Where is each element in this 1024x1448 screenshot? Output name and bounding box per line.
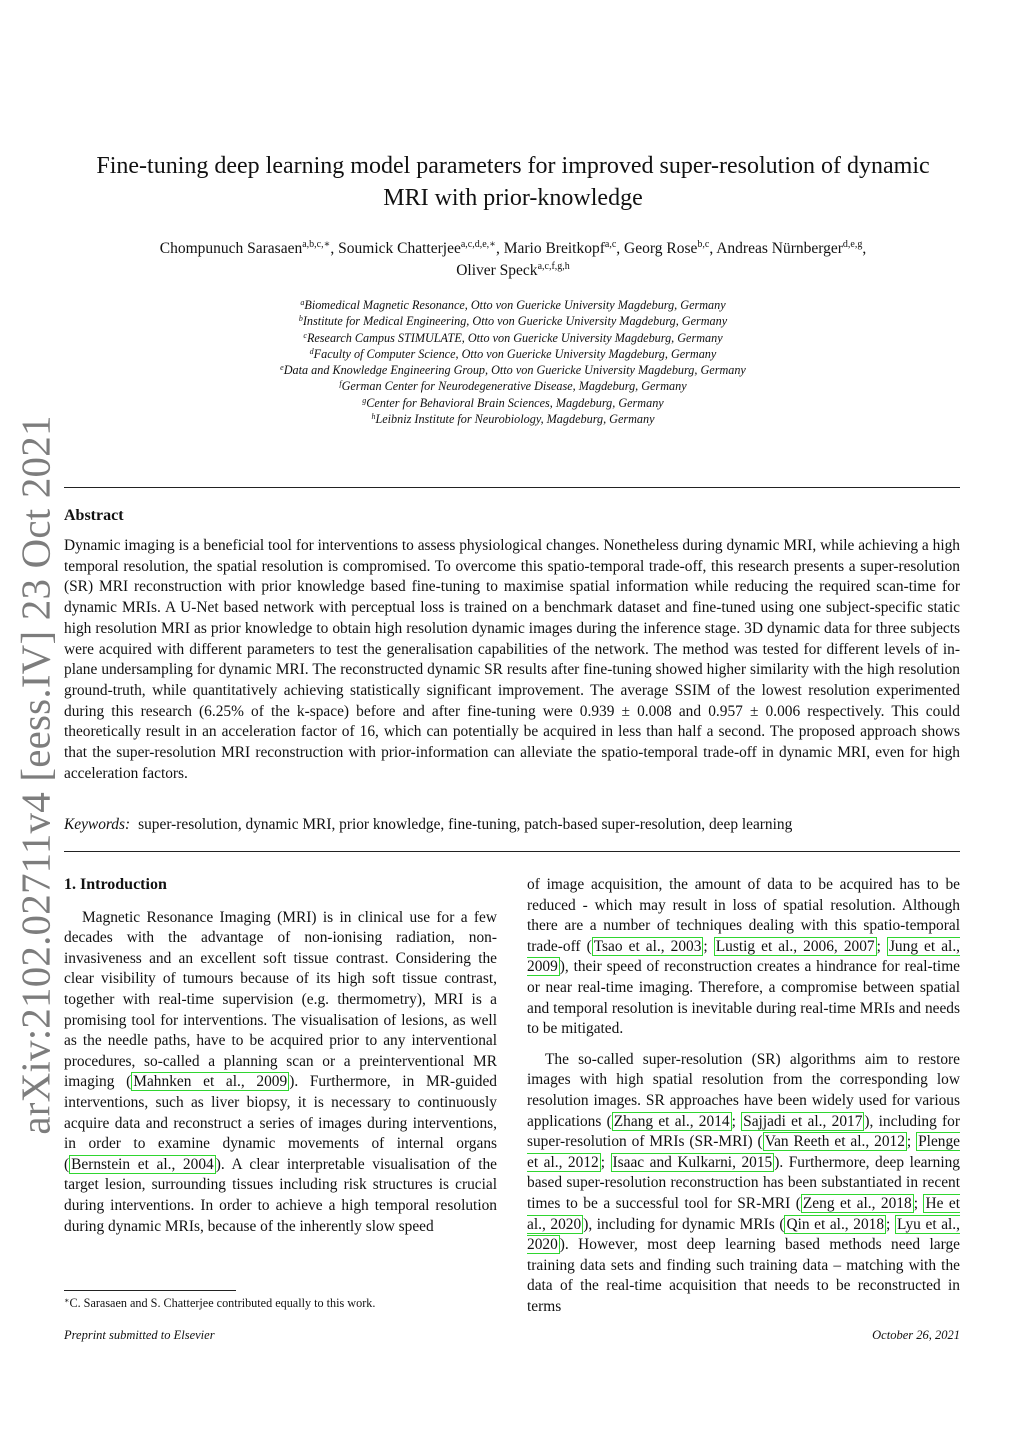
author-name: Andreas Nürnberger bbox=[716, 240, 843, 257]
affiliation-item: $^a$Biomedical Magnetic Resonance, Otto von Guericke University Magdeburg, Germany bbox=[300, 298, 726, 312]
citation-link[interactable]: Lustig et al., 2006, 2007 bbox=[715, 937, 875, 955]
citation-link[interactable]: Qin et al., 2018 bbox=[786, 1215, 885, 1233]
author-list: Chompunuch Sarasaen$^{a,b,c,∗}$, Soumick Chatterjee$^{a,c,d,e,∗}$, Mario Breitkopf$^{a,c}$, Georg Rose$^{b,c}$, Andreas Nürnberger$^{d,e,g}$, Oliver Speck$^{a,c,f,g,h}$ bbox=[159, 239, 867, 279]
keywords-label: Keywords: bbox=[64, 816, 131, 833]
author-name: Georg Rose bbox=[624, 240, 698, 257]
citation-link[interactable]: Isaac and Kulkarni, 2015 bbox=[612, 1153, 773, 1171]
affiliation-item: $^e$Data and Knowledge Engineering Group, Otto von Guericke University Magdeburg, Germany bbox=[280, 363, 746, 378]
affiliation-item: $^f$German Center for Neurodegenerative Disease, Magdeburg, Germany bbox=[339, 379, 687, 394]
citation-link[interactable]: He et al., 2020 bbox=[527, 1194, 961, 1233]
footnote-text: C. Sarasaen and S. Chatterjee contributed equally to this work. bbox=[69, 1296, 376, 1310]
footnote-rule bbox=[64, 1290, 236, 1291]
paper-title-line-1: Fine-tuning deep learning model parameters for improved super-resolution of dynamic bbox=[96, 153, 930, 179]
citation-link[interactable]: Sajjadi et al., 2017 bbox=[743, 1112, 863, 1130]
citation-link[interactable]: Van Reeth et al., 2012 bbox=[764, 1133, 905, 1151]
arxiv-identifier-text: arXiv:2102.02711v4 [eess.IV] 23 Oct 2021 bbox=[13, 415, 60, 1135]
affiliation-item: $^d$Faculty of Computer Science, Otto von Guericke University Magdeburg, Germany bbox=[309, 346, 717, 361]
arxiv-identifier-stamp bbox=[0, 415, 72, 1135]
footnote bbox=[64, 1296, 375, 1311]
abstract-heading: Abstract bbox=[64, 507, 124, 524]
abstract-bottom-rule bbox=[64, 851, 960, 852]
author-affiliation-marks: a,c,d,e,∗ bbox=[460, 239, 496, 250]
citation-link[interactable]: Lyu et al., 2020 bbox=[527, 1215, 960, 1254]
intro-paragraph-1: Magnetic Resonance Imaging (MRI) is in clinical use for a few decades with the advantage of non-ionising radiation, non-invasiveness and an excellent soft tissue contrast. Considering the clear visibility of tumours because of its high soft tissue contrast, together with real-time supervision (e.g. thermometry), MRI is a promising tool for interventions. The visualisation of lesions, as well as the needle paths, have to be acquired prior to any interventional procedures, so-called a planning scan or a preinterventional MR imaging ( Mahnken et al., 2009 ). Furthermore, in MR-guided interventions, such as liver biopsy, it is necessary to continuously acquire data and reconstruct a series of images during interventions, in order to examine dynamic movements of internal organs ( Bernstein et al., 2004 ). A clear interpretable visualisation of the target lesion, surrounding tissues including risk structures is crucial during interventions. In order to achieve a high temporal resolution during dynamic MRIs, because of the inherently slow speed bbox=[64, 908, 497, 1235]
author-name: Oliver Speck bbox=[456, 262, 538, 279]
left-column bbox=[64, 875, 497, 1237]
right-column bbox=[527, 875, 960, 1317]
paper-title-line-2: MRI with prior-knowledge bbox=[383, 185, 643, 211]
preprint-notice: Preprint submitted to Elsevier bbox=[64, 1328, 215, 1342]
intro-paragraph-1-continued: of image acquisition, the amount of data to be acquired has to be reduced - which may result in loss of spatial resolution. Although there are a number of techniques dealing with this spatio-temporal trade-off ( Tsao et al., 2003 ; Lustig et al., 2006, 2007 ; Jung et al., 2009 ), their speed of reconstruction creates a hindrance for real-time or near real-time imaging. Therefore, a compromise between spatial and temporal resolution is inevitable during real-time MRIs and needs to be mitigated. bbox=[527, 876, 961, 1038]
abstract-top-rule bbox=[64, 487, 960, 488]
preprint-date: October 26, 2021 bbox=[872, 1328, 960, 1342]
paper-title bbox=[66, 150, 960, 214]
author-affiliation-marks: a,c bbox=[604, 239, 617, 250]
author-name: Soumick Chatterjee bbox=[338, 240, 461, 257]
citation-link[interactable]: Plenge et al., 2012 bbox=[527, 1133, 960, 1171]
affiliation-item: $^h$Leibniz Institute for Neurobiology, Magdeburg, Germany bbox=[371, 412, 655, 427]
citation-link[interactable]: Zhang et al., 2014 bbox=[613, 1112, 730, 1130]
affiliation-item: $^c$Research Campus STIMULATE, Otto von Guericke University Magdeburg, Germany bbox=[303, 330, 723, 345]
citation-link[interactable]: Zeng et al., 2018 bbox=[802, 1194, 912, 1212]
footnote-mark: ∗ bbox=[64, 1296, 70, 1305]
citation-link[interactable]: Bernstein et al., 2004 bbox=[71, 1155, 214, 1173]
affiliation-item: $^g$Center for Behavioral Brain Sciences, Magdeburg, Germany bbox=[362, 395, 664, 410]
author-affiliation-marks: d,e,g bbox=[842, 239, 863, 250]
citation-link[interactable]: Mahnken et al., 2009 bbox=[133, 1073, 288, 1091]
section-heading-introduction: 1. Introduction bbox=[64, 876, 167, 893]
citation-link[interactable]: Jung et al., 2009 bbox=[527, 937, 961, 976]
affiliation-list bbox=[66, 297, 960, 427]
abstract-text: Dynamic imaging is a beneficial tool for interventions to assess physiological changes. Nonetheless during dynamic MRI, while achieving a high temporal resolution, the spatial resolution is compromised. To overcome this spatio-temporal trade-off, this research presents a super-resolution (SR) MRI reconstruction with prior knowledge based fine-tuning to maximise spatial information while reducing the required scan-time for dynamic MRIs. A U-Net based network with perceptual loss is trained on a benchmark dataset and fine-tuned using one subject-specific static high resolution MRI as prior knowledge to obtain high resolution dynamic images during the inference stage. 3D dynamic data for three subjects were acquired with different parameters to test the generalisation capabilities of the network. The method was tested for different levels of in-plane undersampling for dynamic MRI. The reconstructed dynamic SR results after fine-tuning showed higher similarity with the high resolution ground-truth, while quantitatively achieving statistically significant improvement. The average SSIM of the lowest resolution experimented during this research (6.25% of the k-space) before and after fine-tuning were 0.939 ± 0.008 and 0.957 ± 0.006 respectively. This could theoretically result in an acceleration factor of 16, which can potentially be acquired in less than half a second. The proposed approach shows that the super-resolution MRI reconstruction with prior-information can alleviate the spatio-temporal trade-off in dynamic MRI, even for high acceleration factors. bbox=[64, 537, 960, 782]
author-affiliation-marks: a,b,c,∗ bbox=[302, 239, 331, 250]
author-affiliation-marks: b,c bbox=[697, 239, 710, 250]
keywords-text: super-resolution, dynamic MRI, prior knowledge, fine-tuning, patch-based super-resolution, deep learning bbox=[138, 816, 793, 833]
keywords-line bbox=[64, 816, 792, 834]
author-name: Chompunuch Sarasaen bbox=[159, 240, 303, 257]
author-name: Mario Breitkopf bbox=[503, 240, 605, 257]
intro-paragraph-2: The so-called super-resolution (SR) algorithms aim to restore images with high spatial resolution from the corresponding low resolution images. SR approaches have been widely used for various applications ( Zhang et al., 2014 ; Sajjadi et al., 2017 ), including for super-resolution of MRIs (SR-MRI) ( Van Reeth et al., 2012 ; Plenge et al., 2012 ; Isaac and Kulkarni, 2015 ). Furthermore, deep learning based super-resolution reconstruction has been substantiated in recent times to be a successful tool for SR-MRI ( Zeng et al., 2018 ; He et al., 2020 ), including for dynamic MRIs ( Qin et al., 2018 ; Lyu et al., 2020 ). However, most deep learning based methods need large training data sets and finding such training data – matching with the data of the real-time acquisition that needs to be reconstructed in terms bbox=[527, 1050, 961, 1315]
citation-link[interactable]: Tsao et al., 2003 bbox=[593, 937, 702, 955]
author-affiliation-marks: a,c,f,g,h bbox=[537, 261, 570, 272]
affiliation-item: $^b$Institute for Medical Engineering, Otto von Guericke University Magdeburg, Germany bbox=[298, 314, 728, 329]
